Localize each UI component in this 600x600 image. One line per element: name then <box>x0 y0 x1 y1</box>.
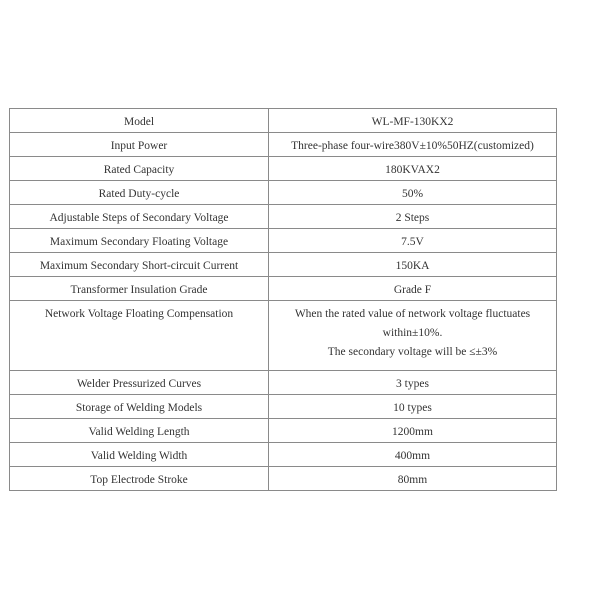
row-value-line: within±10%. <box>382 327 443 339</box>
row-value: Grade F <box>269 277 557 301</box>
row-label: Adjustable Steps of Secondary Voltage <box>10 205 269 229</box>
table-row <box>10 419 557 443</box>
row-label: Input Power <box>10 133 269 157</box>
row-label: Storage of Welding Models <box>10 395 269 419</box>
row-value-line: When the rated value of network voltage fluctuates <box>294 308 531 320</box>
table-row <box>10 109 557 133</box>
table-row <box>10 395 557 419</box>
row-label: Rated Duty-cycle <box>10 181 269 205</box>
table-row <box>10 157 557 181</box>
row-label: Rated Capacity <box>10 157 269 181</box>
row-value: 180KVAX2 <box>269 157 557 181</box>
row-value: 10 types <box>269 395 557 419</box>
row-label: Valid Welding Length <box>10 419 269 443</box>
row-value: 50% <box>269 181 557 205</box>
table-row <box>10 181 557 205</box>
row-value: 1200mm <box>269 419 557 443</box>
row-label: Network Voltage Floating Compensation <box>10 301 269 371</box>
row-value: WL-MF-130KX2 <box>269 109 557 133</box>
row-label: Welder Pressurized Curves <box>10 371 269 395</box>
row-value-line: The secondary voltage will be ≤±3% <box>327 346 498 358</box>
table-row <box>10 371 557 395</box>
row-value: Three-phase four-wire380V±10%50HZ(customized) <box>269 133 557 157</box>
row-value: 3 types <box>269 371 557 395</box>
table-row <box>10 229 557 253</box>
row-value: 400mm <box>269 443 557 467</box>
row-label: Top Electrode Stroke <box>10 467 269 491</box>
table-row <box>10 277 557 301</box>
row-label: Model <box>10 109 269 133</box>
row-value: 2 Steps <box>269 205 557 229</box>
table-row <box>10 133 557 157</box>
table-row <box>10 467 557 491</box>
table-row <box>10 205 557 229</box>
row-value: 150KA <box>269 253 557 277</box>
row-value: 7.5V <box>269 229 557 253</box>
row-value: 80mm <box>269 467 557 491</box>
row-value <box>269 301 557 371</box>
table-row <box>10 253 557 277</box>
table-row <box>10 301 557 371</box>
row-label: Valid Welding Width <box>10 443 269 467</box>
spec-table <box>9 108 557 491</box>
row-label: Transformer Insulation Grade <box>10 277 269 301</box>
table-row <box>10 443 557 467</box>
row-label: Maximum Secondary Floating Voltage <box>10 229 269 253</box>
row-label: Maximum Secondary Short-circuit Current <box>10 253 269 277</box>
